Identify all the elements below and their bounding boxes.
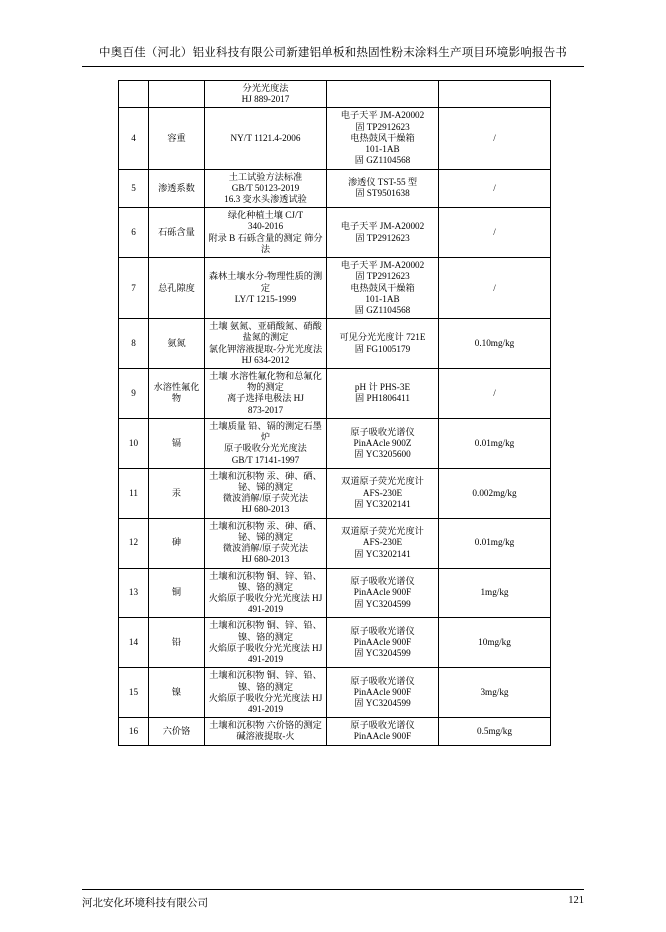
detection-limit: / xyxy=(439,258,551,319)
detection-limit: 0.10mg/kg xyxy=(439,319,551,369)
instrument: 渗透仪 TST-55 型 固 ST9501638 xyxy=(327,169,439,208)
test-item: 总孔隙度 xyxy=(149,258,205,319)
test-item: 渗透系数 xyxy=(149,169,205,208)
detection-limit: / xyxy=(439,169,551,208)
footer-divider xyxy=(82,889,584,890)
test-method: 土壤 水溶性氟化物和总氟化物的测定 离子选择电极法 HJ 873-2017 xyxy=(205,369,327,419)
page-footer xyxy=(82,895,584,910)
test-item: 镍 xyxy=(149,668,205,718)
test-method: 土壤和沉积物 铜、锌、铅、镍、铬的测定 火焰原子吸收分光光度法 HJ 491-2019 xyxy=(205,618,327,668)
table-row xyxy=(119,169,551,208)
instrument: 电子天平 JM-A20002 固 TP2912623 xyxy=(327,208,439,258)
instrument: 原子吸收光谱仪 PinAAcle 900F 固 YC3204599 xyxy=(327,568,439,618)
instrument xyxy=(327,81,439,108)
table-row xyxy=(119,369,551,419)
detection-limit: 0.002mg/kg xyxy=(439,468,551,518)
test-method: 绿化种植土壤 CJ/T 340-2016 附录 B 石砾含量的测定 筛分法 xyxy=(205,208,327,258)
test-method: 土壤 氨氮、亚硝酸氮、硝酸盐氮的测定 氯化钾溶液提取-分光光度法 HJ 634-2012 xyxy=(205,319,327,369)
table-row xyxy=(119,208,551,258)
detection-limit: 10mg/kg xyxy=(439,618,551,668)
instrument: 原子吸收光谱仪 PinAAcle 900F 固 YC3204599 xyxy=(327,618,439,668)
table-row xyxy=(119,319,551,369)
header-divider xyxy=(82,66,584,67)
test-item: 铜 xyxy=(149,568,205,618)
instrument: pH 计 PHS-3E 固 PH1806411 xyxy=(327,369,439,419)
test-method: 土壤和沉积物 铜、锌、铅、镍、铬的测定 火焰原子吸收分光光度法 HJ 491-2019 xyxy=(205,668,327,718)
detection-limit: 0.01mg/kg xyxy=(439,518,551,568)
table-row xyxy=(119,81,551,108)
row-index: 13 xyxy=(119,568,149,618)
test-method: 土壤和沉积物 汞、砷、硒、铋、锑的测定 微波消解/原子荧光法 HJ 680-2013 xyxy=(205,518,327,568)
test-method: 土壤质量 铅、镉的测定石墨炉 原子吸收分光光度法 GB/T 17141-1997 xyxy=(205,418,327,468)
detection-limit: / xyxy=(439,208,551,258)
row-index: 11 xyxy=(119,468,149,518)
detection-limit: 0.5mg/kg xyxy=(439,718,551,745)
test-item: 砷 xyxy=(149,518,205,568)
table-row xyxy=(119,718,551,745)
test-item xyxy=(149,81,205,108)
table-row xyxy=(119,668,551,718)
test-method: 土壤和沉积物 六价铬的测定 碱溶液提取-火 xyxy=(205,718,327,745)
detection-limit xyxy=(439,81,551,108)
instrument: 原子吸收光谱仪 PinAAcle 900F xyxy=(327,718,439,745)
test-item: 镉 xyxy=(149,418,205,468)
instrument: 原子吸收光谱仪 PinAAcle 900F 固 YC3204599 xyxy=(327,668,439,718)
row-index: 14 xyxy=(119,618,149,668)
table-row xyxy=(119,108,551,169)
soil-test-methods-table xyxy=(118,80,551,746)
test-item: 容重 xyxy=(149,108,205,169)
page-header-title: 中奥百佳（河北）铝业科技有限公司新建铝单板和热固性粉末涂料生产项目环境影响报告书 xyxy=(99,47,567,59)
test-method: 分光光度法 HJ 889-2017 xyxy=(205,81,327,108)
row-index: 12 xyxy=(119,518,149,568)
row-index: 5 xyxy=(119,169,149,208)
row-index: 10 xyxy=(119,418,149,468)
table-row xyxy=(119,618,551,668)
test-method: 土工试验方法标准 GB/T 50123-2019 16.3 变水头渗透试验 xyxy=(205,169,327,208)
footer-company: 河北安化环境科技有限公司 xyxy=(82,898,208,909)
instrument: 双道原子荧光光度计 AFS-230E 固 YC3202141 xyxy=(327,518,439,568)
table-row xyxy=(119,258,551,319)
row-index: 15 xyxy=(119,668,149,718)
row-index xyxy=(119,81,149,108)
table-row xyxy=(119,518,551,568)
row-index: 6 xyxy=(119,208,149,258)
row-index: 9 xyxy=(119,369,149,419)
detection-limit: 3mg/kg xyxy=(439,668,551,718)
test-item: 铅 xyxy=(149,618,205,668)
detection-limit: 1mg/kg xyxy=(439,568,551,618)
test-item: 水溶性氟化物 xyxy=(149,369,205,419)
test-item: 氨氮 xyxy=(149,319,205,369)
footer-page-number: 121 xyxy=(568,895,584,906)
row-index: 16 xyxy=(119,718,149,745)
table-body xyxy=(119,81,551,746)
row-index: 8 xyxy=(119,319,149,369)
detection-limit: / xyxy=(439,108,551,169)
row-index: 7 xyxy=(119,258,149,319)
test-method: 土壤和沉积物 汞、砷、硒、铋、锑的测定 微波消解/原子荧光法 HJ 680-2013 xyxy=(205,468,327,518)
test-item: 六价铬 xyxy=(149,718,205,745)
row-index: 4 xyxy=(119,108,149,169)
instrument: 双道原子荧光光度计 AFS-230E 固 YC3202141 xyxy=(327,468,439,518)
table-row xyxy=(119,568,551,618)
instrument: 原子吸收光谱仪 PinAAcle 900Z 固 YC3205600 xyxy=(327,418,439,468)
table-row xyxy=(119,468,551,518)
detection-limit: / xyxy=(439,369,551,419)
detection-limit: 0.01mg/kg xyxy=(439,418,551,468)
instrument: 电子天平 JM-A20002 固 TP2912623 电热鼓风干燥箱 101-1AB 固 GZ1104568 xyxy=(327,108,439,169)
table-row xyxy=(119,418,551,468)
test-item: 汞 xyxy=(149,468,205,518)
test-method: 森林土壤水分-物理性质的测定 LY/T 1215-1999 xyxy=(205,258,327,319)
test-item: 石砾含量 xyxy=(149,208,205,258)
test-method: 土壤和沉积物 铜、锌、铅、镍、铬的测定 火焰原子吸收分光光度法 HJ 491-2019 xyxy=(205,568,327,618)
test-method: NY/T 1121.4-2006 xyxy=(205,108,327,169)
instrument: 电子天平 JM-A20002 固 TP2912623 电热鼓风干燥箱 101-1AB 固 GZ1104568 xyxy=(327,258,439,319)
instrument: 可见分光光度计 721E 固 FG1005179 xyxy=(327,319,439,369)
